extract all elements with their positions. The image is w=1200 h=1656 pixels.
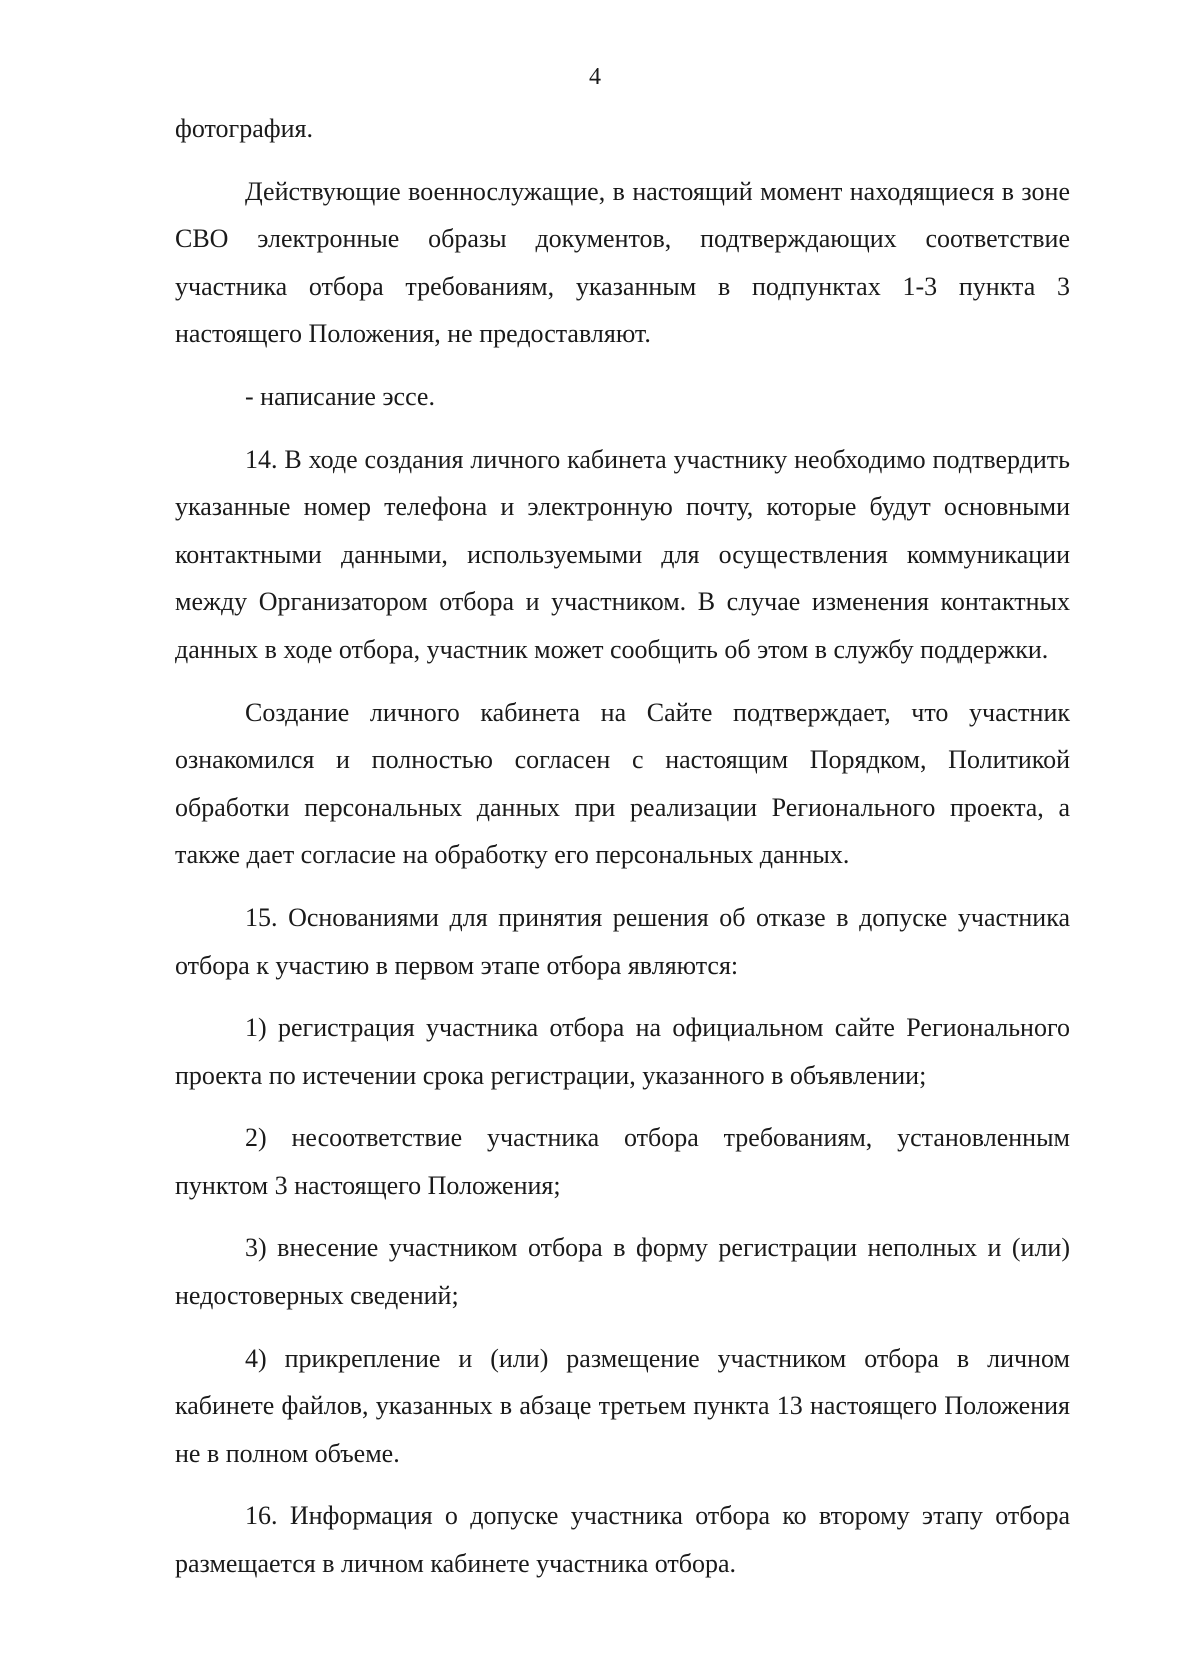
paragraph-15-item-2: 2) несоответствие участника отбора требованиям, установленным пунктом 3 настоящего Положения;	[175, 1123, 1070, 1200]
paragraph-photo: фотография.	[175, 114, 313, 143]
paragraph-15-item-3: 3) внесение участником отбора в форму регистрации неполных и (или) недостоверных сведений;	[175, 1233, 1070, 1311]
paragraph-15-item-1: 1) регистрация участника отбора на официальном сайте Регионального проекта по истечении срока регистрации, указанного в объявлении;	[175, 1013, 1070, 1090]
paragraph-14: 14. В ходе создания личного кабинета участнику необходимо подтвердить указанные номер телефона и электронную почту, которые будут основными контактными данными, используемыми для осуществления коммуникации между Организатором отбора и участником. В случае изменения контактных данных в ходе отбора, участник может сообщить об этом в службу поддержки.	[175, 444, 1070, 664]
paragraph-essay: - написание эссе.	[245, 381, 435, 411]
paragraph-15-item-4: 4) прикрепление и (или) размещение участником отбора в личном кабинете файлов, указанных в абзаце третьем пункта 13 настоящего Положения не в полном объеме.	[175, 1343, 1070, 1468]
paragraph-16: 16. Информация о допуске участника отбора ко второму этапу отбора размещается в личном кабинете участника отбора.	[175, 1501, 1070, 1579]
paragraph-account-creation: Создание личного кабинета на Сайте подтверждает, что участник ознакомился и полностью согласен с настоящим Порядком, Политикой обработки персональных данных при реализации Регионального проекта, а также дает согласие на обработку его персональных данных.	[175, 697, 1070, 870]
paragraph-military: Действующие военнослужащие, в настоящий момент находящиеся в зоне СВО электронные образы документов, подтверждающих соответствие участника отбора требованиям, указанным в подпунктах 1-3 пункта 3 настоящего Положения, не предоставляют.	[175, 176, 1070, 349]
page-number: 4	[589, 64, 601, 90]
document-body	[175, 105, 1070, 1603]
paragraph-15: 15. Основаниями для принятия решения об отказе в допуске участника отбора к участию в первом этапе отбора являются:	[175, 902, 1070, 980]
